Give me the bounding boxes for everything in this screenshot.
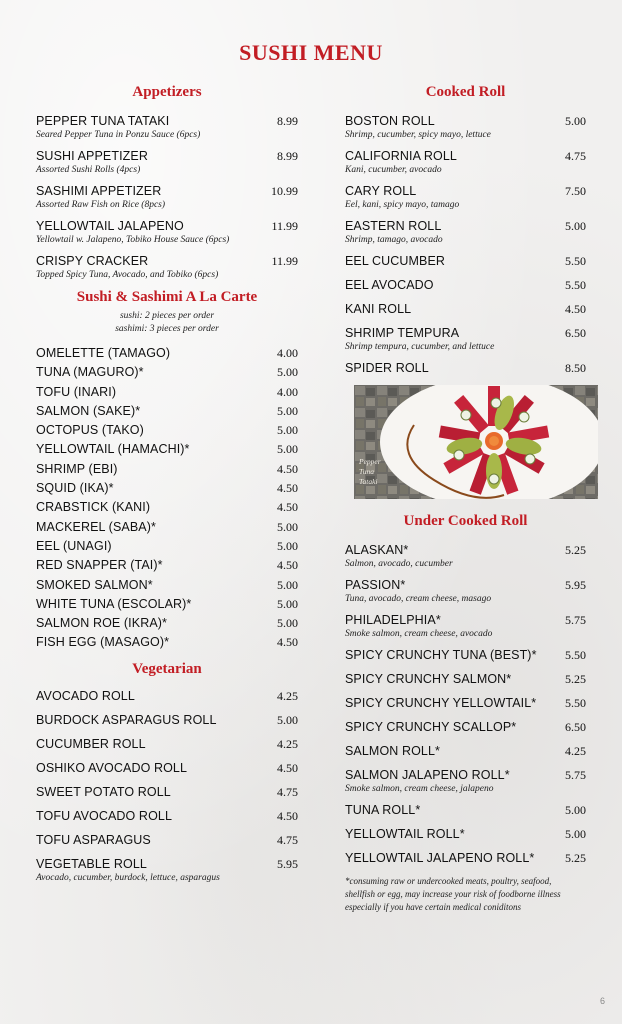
menu-item	[345, 720, 586, 734]
menu-item-price: 5.00	[277, 423, 298, 438]
menu-item-price: 5.25	[565, 672, 586, 686]
menu-item	[36, 616, 298, 630]
menu-item	[345, 648, 586, 662]
menu-item	[345, 672, 586, 686]
menu-item-price: 8.50	[565, 361, 586, 375]
menu-item	[345, 114, 586, 140]
menu-item-price: 5.00	[277, 577, 298, 592]
menu-item-price: 4.25	[565, 744, 586, 758]
menu-item-price: 5.75	[565, 613, 586, 627]
menu-item-name: KANI ROLL	[345, 302, 412, 316]
menu-item-price: 5.25	[565, 851, 586, 865]
menu-item-price: 4.25	[277, 737, 298, 752]
menu-item-name: TOFU AVOCADO ROLL	[36, 809, 172, 824]
menu-item	[345, 278, 586, 292]
menu-item-description: Shrimp tempura, cucumber, and lettuce	[345, 342, 495, 352]
alacarte-note-sushi: sushi: 2 pieces per order	[119, 311, 215, 321]
menu-item	[36, 761, 298, 775]
menu-item	[36, 713, 298, 727]
menu-item	[36, 114, 298, 140]
appetizers-heading: Appetizers	[132, 84, 202, 100]
menu-item	[36, 184, 298, 210]
menu-item-price: 6.50	[565, 326, 586, 340]
page-title: SUSHI MENU	[239, 40, 383, 65]
menu-item-price: 5.95	[277, 857, 298, 872]
menu-item	[36, 365, 298, 379]
menu-item-price: 4.50	[277, 761, 298, 776]
menu-item	[36, 689, 298, 703]
menu-item-description: Shrimp, cucumber, spicy mayo, lettuce	[345, 130, 491, 140]
menu-item-name: TUNA (MAGURO)*	[36, 365, 144, 380]
menu-item-price: 5.95	[565, 578, 586, 592]
menu-item	[36, 520, 298, 534]
menu-item-name: SASHIMI APPETIZER	[36, 184, 162, 198]
menu-item	[345, 543, 586, 569]
appetizers-list	[36, 114, 298, 280]
menu-item	[36, 442, 298, 456]
menu-item-name: SPICY CRUNCHY SALMON*	[345, 672, 512, 686]
menu-item-description: Assorted Raw Fish on Rice (8pcs)	[36, 200, 166, 210]
menu-item-price: 4.25	[277, 689, 298, 704]
menu-item	[36, 346, 298, 360]
menu-item-description: Smoke salmon, cream cheese, jalapeno	[345, 784, 494, 794]
menu-item-price: 5.00	[277, 538, 298, 553]
menu-item-name: MACKEREL (SABA)*	[36, 519, 156, 534]
menu-item-price: 5.00	[277, 365, 298, 380]
menu-item-price: 4.75	[277, 785, 298, 800]
menu-item-price: 5.00	[565, 114, 586, 128]
menu-item-name: CARY ROLL	[345, 184, 417, 198]
menu-item	[36, 149, 298, 175]
menu-item-name: PASSION*	[345, 578, 406, 592]
menu-item-name: AVOCADO ROLL	[36, 689, 135, 704]
menu-item-name: SUSHI APPETIZER	[36, 149, 148, 163]
uncooked-heading: Under Cooked Roll	[403, 513, 528, 529]
menu-item	[36, 833, 298, 847]
menu-item-price: 8.99	[277, 114, 298, 128]
menu-item	[36, 500, 298, 514]
menu-item-name: YELLOWTAIL JALAPENO	[36, 219, 184, 233]
menu-item	[36, 597, 298, 611]
menu-item-price: 4.50	[277, 809, 298, 824]
menu-item	[36, 404, 298, 418]
menu-item-name: BOSTON ROLL	[345, 114, 435, 128]
menu-item	[36, 635, 298, 649]
menu-item-description: Seared Pepper Tuna in Ponzu Sauce (6pcs)	[36, 130, 201, 140]
menu-item-name: SHRIMP TEMPURA	[345, 326, 460, 340]
menu-item-description: Shrimp, tamago, avocado	[345, 235, 443, 245]
menu-item	[345, 578, 586, 604]
menu-item	[345, 219, 586, 245]
menu-item	[36, 809, 298, 823]
menu-item-price: 11.99	[271, 254, 298, 268]
menu-item	[345, 302, 586, 316]
menu-item-price: 4.00	[277, 384, 298, 399]
menu-item-price: 4.00	[277, 346, 298, 360]
menu-item	[36, 578, 298, 592]
vegetarian-list	[36, 689, 298, 883]
menu-item-price: 4.50	[277, 481, 298, 496]
menu-item-price: 5.00	[277, 596, 298, 611]
right-column	[345, 84, 586, 914]
menu-item-description: Assorted Sushi Rolls (4pcs)	[36, 165, 141, 175]
menu-item	[345, 696, 586, 710]
menu-item-name: SMOKED SALMON*	[36, 577, 153, 592]
menu-item-name: SALMON ROE (IKRA)*	[36, 616, 167, 631]
menu-item	[36, 481, 298, 495]
menu-item	[345, 326, 586, 352]
menu-item-name: YELLOWTAIL JALAPENO ROLL*	[345, 851, 535, 865]
menu-item-name: CUCUMBER ROLL	[36, 737, 146, 752]
menu-item	[36, 423, 298, 437]
menu-item-name: PHILADELPHIA*	[345, 613, 441, 627]
menu-item-price: 4.75	[565, 149, 586, 163]
menu-item	[36, 385, 298, 399]
menu-item-description: Salmon, avocado, cucumber	[345, 559, 453, 569]
menu-item-price: 4.50	[565, 302, 586, 316]
menu-item-price: 4.50	[277, 635, 298, 650]
alacarte-note-sashimi: sashimi: 3 pieces per order	[115, 324, 219, 334]
menu-item-price: 5.50	[565, 696, 586, 710]
menu-item	[36, 857, 298, 883]
menu-item	[36, 254, 298, 280]
menu-item-price: 6.50	[565, 720, 586, 734]
menu-item-name: PEPPER TUNA TATAKI	[36, 114, 170, 128]
menu-item-description: Tuna, avocado, cream cheese, masago	[345, 594, 492, 604]
menu-item-price: 5.00	[277, 519, 298, 534]
menu-item-name: SPICY CRUNCHY YELLOWTAIL*	[345, 696, 537, 710]
menu-item	[345, 361, 586, 375]
menu-item-name: CALIFORNIA ROLL	[345, 149, 457, 163]
menu-item-description: Kani, cucumber, avocado	[345, 165, 442, 175]
menu-item-price: 5.75	[565, 768, 586, 782]
photo-caption: Pepper Tuna Tataki	[359, 457, 381, 486]
menu-item-name: RED SNAPPER (TAI)*	[36, 558, 163, 573]
menu-item-name: SALMON (SAKE)*	[36, 403, 141, 418]
menu-item-price: 5.00	[565, 219, 586, 233]
menu-item	[345, 613, 586, 639]
menu-item-name: ALASKAN*	[345, 543, 409, 557]
cooked-list	[345, 114, 586, 375]
menu-item-price: 5.00	[277, 442, 298, 457]
menu-item	[36, 539, 298, 553]
menu-item	[345, 803, 586, 817]
menu-item-price: 4.50	[277, 558, 298, 573]
menu-item-price: 4.50	[277, 500, 298, 515]
menu-item-price: 5.00	[277, 403, 298, 418]
menu-item	[345, 768, 586, 794]
alacarte-heading: Sushi & Sashimi A La Carte	[76, 289, 258, 305]
menu-item-name: YELLOWTAIL (HAMACHI)*	[36, 442, 190, 457]
menu-item-name: SALMON JALAPENO ROLL*	[345, 768, 510, 782]
menu-item	[345, 827, 586, 841]
menu-item-name: OCTOPUS (TAKO)	[36, 423, 144, 438]
menu-item-price: 5.00	[277, 713, 298, 728]
menu-item-price: 5.25	[565, 543, 586, 557]
menu-item	[345, 149, 586, 175]
menu-item-name: OMELETTE (TAMAGO)	[36, 346, 171, 360]
menu-item-name: EEL CUCUMBER	[345, 254, 446, 268]
alacarte-list	[36, 346, 298, 649]
menu-item-price: 7.50	[565, 184, 586, 198]
page-number: 6	[599, 996, 605, 1006]
menu-item-price: 11.99	[271, 219, 298, 233]
menu-item-description: Yellowtail w. Jalapeno, Tobiko House Sauce (6pcs)	[36, 235, 230, 245]
menu-item-name: OSHIKO AVOCADO ROLL	[36, 761, 188, 776]
menu-item-name: CRABSTICK (KANI)	[36, 500, 151, 515]
menu-item-name: TUNA ROLL*	[345, 803, 421, 817]
menu-item-price: 5.00	[277, 616, 298, 631]
menu-item-name: BURDOCK ASPARAGUS ROLL	[36, 713, 217, 728]
menu-item-price: 4.50	[277, 461, 298, 476]
menu-item	[345, 184, 586, 210]
menu-item-name: SPICY CRUNCHY TUNA (BEST)*	[345, 648, 537, 662]
menu-item-name: YELLOWTAIL ROLL*	[345, 827, 465, 841]
vegetarian-heading: Vegetarian	[132, 661, 202, 678]
menu-item	[36, 558, 298, 572]
menu-item-name: TOFU (INARI)	[36, 384, 117, 399]
menu-item-price: 8.99	[277, 149, 298, 163]
menu-item-price: 4.75	[277, 833, 298, 848]
menu-item-price: 5.50	[565, 278, 586, 292]
menu-item-name: EEL (UNAGI)	[36, 538, 112, 553]
menu-item-description: Avocado, cucumber, burdock, lettuce, asparagus	[36, 873, 220, 884]
menu-item	[345, 744, 586, 758]
menu-item-name: SPICY CRUNCHY SCALLOP*	[345, 720, 517, 734]
menu-item-name: FISH EGG (MASAGO)*	[36, 635, 170, 650]
menu-item	[345, 851, 586, 865]
menu-item-price: 5.00	[565, 803, 586, 817]
menu-item	[36, 785, 298, 799]
menu-item-name: TOFU ASPARAGUS	[36, 833, 151, 848]
menu-item-name: VEGETABLE ROLL	[36, 857, 147, 872]
menu-item-description: Topped Spicy Tuna, Avocado, and Tobiko (6pcs)	[36, 270, 219, 280]
left-column	[36, 84, 298, 890]
menu-item-name: SQUID (IKA)*	[36, 481, 114, 496]
uncooked-list	[345, 543, 586, 865]
menu-item-description: Smoke salmon, cream cheese, avocado	[345, 629, 493, 639]
menu-item-name: CRISPY CRACKER	[36, 254, 149, 268]
menu-item-name: EEL AVOCADO	[345, 278, 434, 292]
menu-item-name: SHRIMP (EBI)	[36, 461, 118, 476]
menu-item-price: 5.00	[565, 827, 586, 841]
menu-item-price: 10.99	[271, 184, 298, 198]
menu-item	[36, 462, 298, 476]
raw-food-disclaimer: *consuming raw or undercooked meats, poultry, seafood, shellfish or egg, may increase your risk of foodborne illness especially if you have certain medical coniditons	[345, 876, 561, 912]
pepper-tuna-tataki-photo	[354, 385, 598, 499]
menu-item	[36, 737, 298, 751]
cooked-heading: Cooked Roll	[425, 84, 506, 100]
menu-item-name: SPIDER ROLL	[345, 361, 429, 375]
menu-item-price: 5.50	[565, 254, 586, 268]
menu-item-price: 5.50	[565, 648, 586, 662]
menu-item-name: SWEET POTATO ROLL	[36, 785, 171, 800]
menu-item-name: WHITE TUNA (ESCOLAR)*	[36, 596, 192, 611]
menu-item-name: SALMON ROLL*	[345, 744, 440, 758]
menu-item-description: Eel, kani, spicy mayo, tamago	[345, 200, 460, 210]
menu-item	[36, 219, 298, 245]
menu-item	[345, 254, 586, 268]
menu-item-name: EASTERN ROLL	[345, 219, 442, 233]
